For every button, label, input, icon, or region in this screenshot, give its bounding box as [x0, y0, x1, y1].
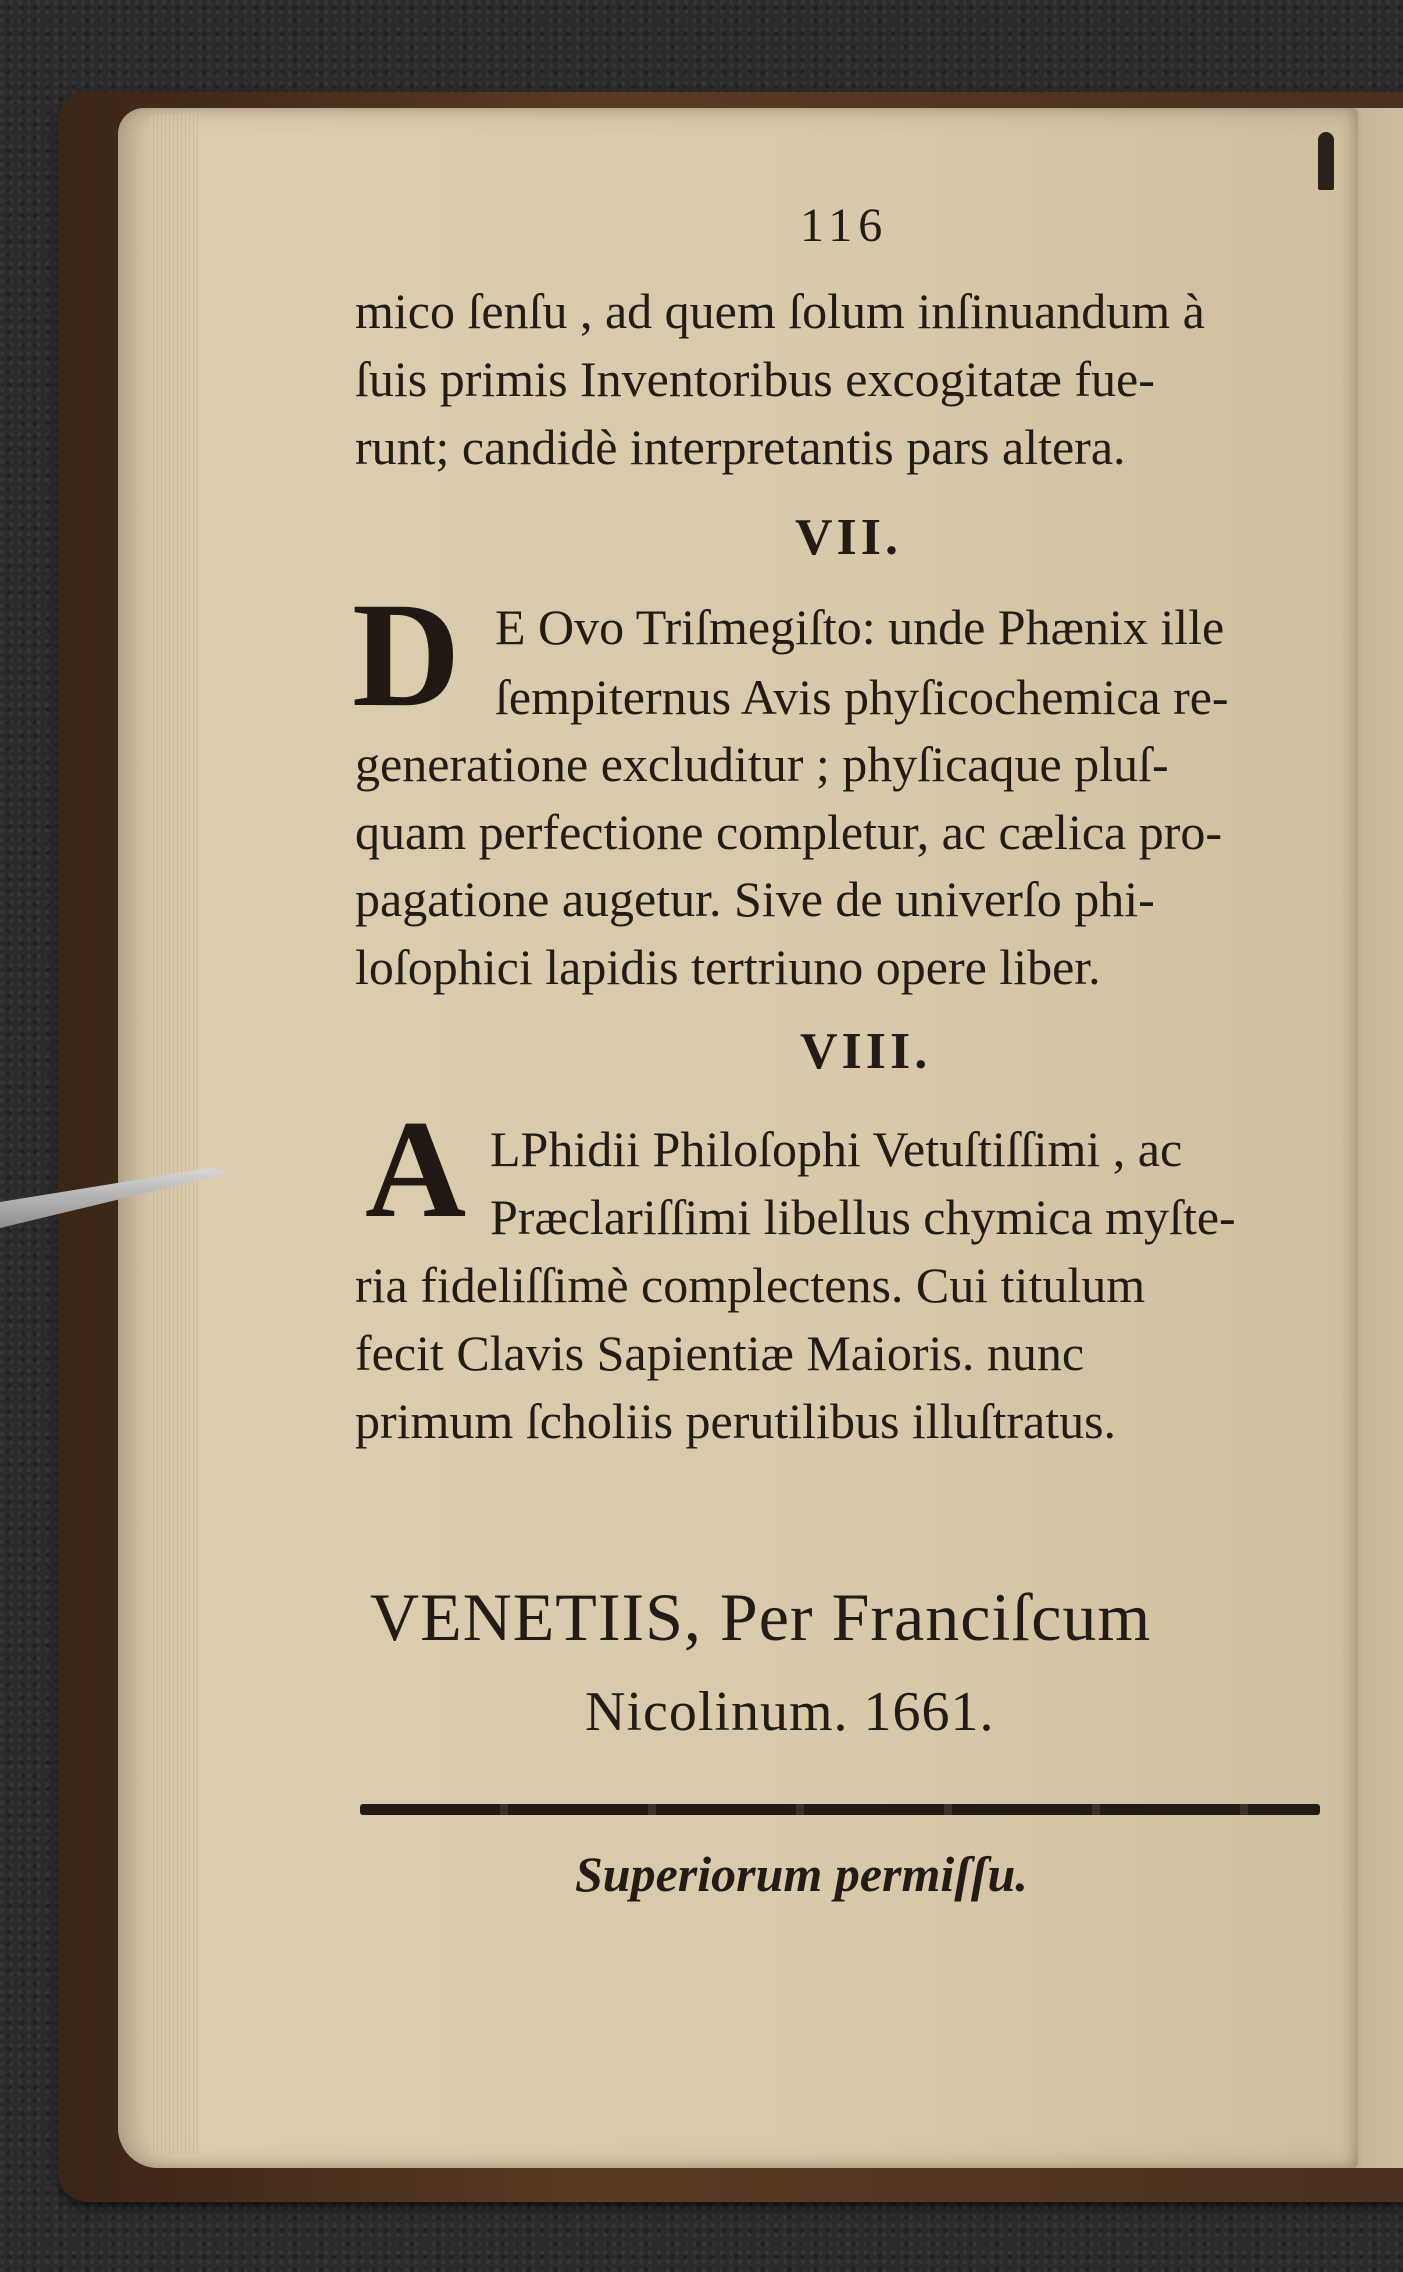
text-line: LPhidii Philoſophi Vetuſtiſſimi , ac [490, 1121, 1183, 1177]
page-number: 116 [800, 199, 889, 252]
text-line: loſophici lapidis tertriuno opere liber. [355, 939, 1101, 995]
imprint-place: VENETIIS, Per Franciſcum [370, 1579, 1152, 1655]
imprint-publisher-date: Nicolinum. 1661. [585, 1681, 995, 1743]
text-line: pagatione augetur. Sive de univerſo phi- [355, 871, 1155, 927]
text-line: runt; candidè interpretantis pars altera. [355, 419, 1126, 475]
text-line: quam perfectione completur, ac cælica pro- [355, 804, 1223, 860]
dropcap-d: D [352, 572, 461, 738]
page-stack-edges [150, 115, 198, 2155]
text-line: mico ſenſu , ad quem ſolum inſinuandum à [355, 283, 1205, 339]
permission-note: Superiorum permiſſu. [575, 1846, 1028, 1902]
dropcap-a: A [365, 1092, 467, 1247]
text-line: ria fideliſſimè complectens. Cui titulum [355, 1257, 1146, 1313]
text-line: fecit Clavis Sapientiæ Maioris. nunc [355, 1325, 1085, 1381]
text-line: E Ovo Triſmegiſto: unde Phænix ille [495, 599, 1225, 655]
binding-thread [1318, 132, 1334, 190]
ornamental-rule [360, 1804, 1320, 1815]
section-heading-viii: VIII. [800, 1023, 932, 1080]
text-line: ſempiternus Avis phyſicochemica re- [495, 669, 1229, 725]
section-heading-vii: VII. [795, 509, 903, 566]
text-line: generatione excluditur ; phyſicaque pluſ- [355, 736, 1169, 792]
text-line: ſuis primis Inventoribus excogitatæ fue- [355, 351, 1155, 407]
text-line: primum ſcholiis perutilibus illuſtratus. [355, 1393, 1117, 1449]
text-line: Præclariſſimi libellus chymica myſte- [490, 1189, 1236, 1245]
